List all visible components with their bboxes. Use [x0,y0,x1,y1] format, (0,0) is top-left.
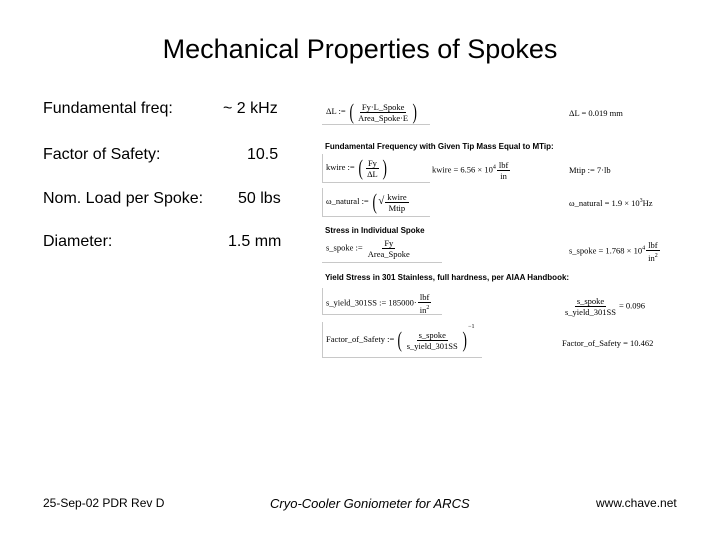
yield-section-heading: Yield Stress in 301 Stainless, full hardness, per AIAA Handbook: [325,273,570,282]
stress-ratio [562,296,645,317]
diameter-value: 1.5 mm [228,233,282,250]
fos-lhs: Factor_of_Safety := [326,334,395,344]
diameter-label: Diameter: [43,233,113,250]
factor-of-safety-value: 10.5 [247,146,279,163]
footer-project: Cryo-Cooler Goniometer for ARCS [270,496,470,511]
kwire-formula [326,157,388,179]
omega-result [569,198,653,208]
s-yield-formula [326,292,432,315]
s-yield-unit-exponent: 2 [426,305,430,311]
left-paren: ( [349,99,354,124]
delta-l-result: ΔL = 0.019 mm [569,108,623,118]
left-paren: ( [372,189,377,214]
omega-result-unit: Hz [642,198,653,208]
s-spoke-lhs: s_spoke := [326,242,363,253]
omega-denominator: Mtip [388,202,406,213]
right-paren: ) [462,327,467,353]
omega-result-exponent: 3 [639,198,643,205]
s-spoke-result-exponent: 4 [642,245,646,252]
s-spoke-numerator: Fy [384,238,394,248]
kwire-result [432,160,511,181]
left-paren: ( [397,327,403,353]
region-border [322,322,323,357]
delta-l-formula [326,101,418,123]
right-paren: ) [382,155,387,180]
region-border [322,288,323,314]
kwire-result-value: kwire = 6.56 × 10 [432,164,493,175]
region-border [322,262,442,263]
omega-formula [326,191,410,213]
kwire-result-exponent: 4 [492,164,496,171]
s-spoke-formula [326,238,413,259]
nominal-load-label: Nom. Load per Spoke: [43,190,204,207]
kwire-unit-denominator: in [500,171,507,181]
factor-of-safety-label: Factor of Safety: [43,146,161,163]
s-yield-unit-numerator: lbf [419,292,430,302]
stress-section-heading: Stress in Individual Spoke [325,226,425,235]
sqrt-icon: √ [378,194,385,207]
region-border [322,154,323,182]
omega-result-value: ω_natural = 1.9 × 10 [569,198,640,208]
delta-l-numerator: Fy·L_Spoke [361,101,405,112]
footer-date: 25-Sep-02 PDR Rev D [43,496,165,510]
fundamental-freq-label: Fundamental freq: [43,100,173,117]
nominal-load-value: 50 lbs [238,190,281,207]
s-spoke-result [569,240,661,263]
right-paren: ) [412,99,417,124]
kwire-unit-numerator: lbf [498,160,509,170]
kwire-denominator: ΔL [367,168,378,179]
fos-exponent: −1 [468,324,475,330]
mtip-definition: Mtip := 7·lb [569,165,611,175]
region-border [322,357,482,358]
region-border [322,188,323,216]
fos-result: Factor_of_Safety = 10.462 [562,338,654,348]
s-spoke-denominator: Area_Spoke [367,249,410,259]
omega-numerator: kwire [387,191,407,202]
ratio-denominator: s_yield_301SS [565,307,617,317]
fos-numerator: s_spoke [418,329,446,340]
left-paren: ( [358,155,363,180]
region-border [322,182,430,183]
region-border [322,124,430,125]
fos-denominator: s_yield_301SS [406,340,458,351]
s-yield-lhs: s_yield_301SS := 185000· [326,297,417,308]
region-border [322,216,430,217]
s-spoke-unit-numerator: lbf [648,240,658,250]
delta-l-lhs: ΔL := [326,105,346,116]
ratio-result: = 0.096 [619,300,646,311]
fundamental-freq-value: ~ 2 kHz [223,100,278,117]
s-spoke-unit-exponent: 2 [654,253,658,259]
omega-lhs: ω_natural := [326,195,369,206]
kwire-lhs: kwire := [326,161,355,172]
s-spoke-result-value: s_spoke = 1.768 × 10 [569,245,643,256]
delta-l-denominator: Area_Spoke·E [358,112,409,123]
freq-section-heading: Fundamental Frequency with Given Tip Mass Equal to MTip: [325,142,554,151]
kwire-numerator: Fy [367,157,377,168]
s-spoke-unit-denominator: in [648,252,655,263]
slide-title: Mechanical Properties of Spokes [162,34,558,64]
s-yield-unit-denominator: in [419,304,427,315]
ratio-numerator: s_spoke [576,296,605,306]
fos-formula [326,324,474,351]
footer-website: www.chave.net [596,496,677,510]
